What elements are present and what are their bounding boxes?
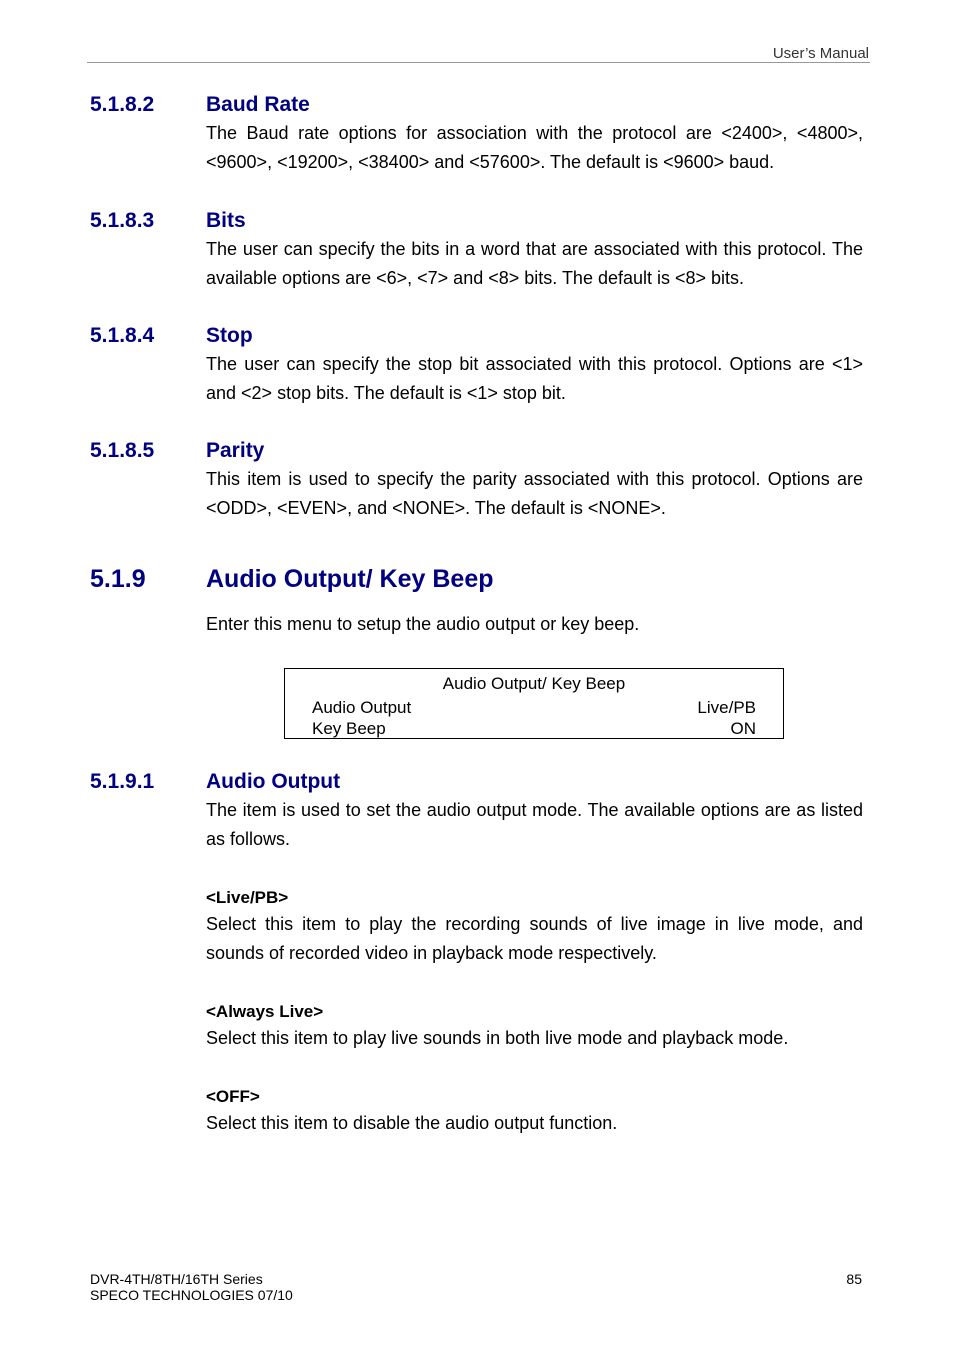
menu-row-value: ON (730, 719, 756, 738)
section-paragraph: The user can specify the bits in a word that are associated with this protocol. The available options are <6>, <7> and <8> bits. The default is <8> bits. (206, 239, 863, 288)
page-number: 85 (846, 1271, 862, 1287)
option-description: Select this item to disable the audio output function. (206, 1113, 618, 1133)
section-heading (90, 93, 865, 119)
footer-series: DVR-4TH/8TH/16TH Series (90, 1271, 263, 1287)
section-heading (90, 770, 865, 796)
option-description: Select this item to play the recording sounds of live image in live mode, and sounds of recorded video in playback mode respectively. (206, 914, 863, 963)
section-heading (90, 209, 865, 235)
section-paragraph: Enter this menu to setup the audio output or key beep. (206, 614, 640, 634)
section-bits (90, 209, 865, 293)
option-title-live-pb: <Live/PB> (206, 888, 289, 907)
section-paragraph: The user can specify the stop bit associated with this protocol. Options are <1> and <2> stop bits. The default is <1> stop bit. (206, 354, 863, 403)
menu-row-key-beep (312, 719, 756, 740)
section-paragraph: This item is used to specify the parity associated with this protocol. Options are <ODD>, <EVEN>, and <NONE>. The default is <NONE>. (206, 469, 863, 518)
footer-company: SPECO TECHNOLOGIES 07/10 (90, 1287, 293, 1303)
option-title-always-live: <Always Live> (206, 1002, 324, 1021)
running-header: User’s Manual (772, 45, 869, 62)
section-number: 5.1.8.2 (90, 93, 155, 116)
section-title: Audio Output/ Key Beep (206, 565, 494, 593)
section-title: Baud Rate (206, 93, 310, 116)
section-number: 5.1.8.5 (90, 439, 155, 462)
option-title-off: <OFF> (206, 1087, 260, 1106)
menu-row-label: Audio Output (312, 698, 412, 717)
section-stop (90, 324, 865, 408)
section-number: 5.1.9.1 (90, 770, 155, 793)
section-number: 5.1.8.4 (90, 324, 155, 347)
menu-row-value: Live/PB (697, 698, 756, 717)
menu-row-audio-output (312, 698, 756, 719)
section-title: Audio Output (206, 770, 341, 793)
section-heading (90, 439, 865, 465)
section-baud-rate (90, 93, 865, 177)
section-paragraph: The item is used to set the audio output mode. The available options are as listed as follows. (206, 800, 863, 849)
audio-key-beep-menu (284, 668, 784, 739)
section-title: Parity (206, 439, 265, 462)
menu-title: Audio Output/ Key Beep (442, 674, 626, 693)
option-description: Select this item to play live sounds in both live mode and playback mode. (206, 1028, 789, 1048)
section-title: Bits (206, 209, 246, 232)
section-number: 5.1.9 (90, 565, 146, 593)
footer-info (90, 1271, 293, 1303)
section-heading (90, 324, 865, 350)
menu-row-label: Key Beep (312, 719, 386, 738)
section-number: 5.1.8.3 (90, 209, 155, 232)
header-divider (87, 62, 870, 63)
section-audio-output (90, 770, 865, 1138)
section-heading (90, 565, 865, 599)
section-audio-output-key-beep (90, 565, 865, 639)
section-title: Stop (206, 324, 253, 347)
section-parity (90, 439, 865, 523)
section-paragraph: The Baud rate options for association with the protocol are <2400>, <4800>, <9600>, <19200>, <38400> and <57600>. The default is <9600> baud. (206, 123, 863, 172)
